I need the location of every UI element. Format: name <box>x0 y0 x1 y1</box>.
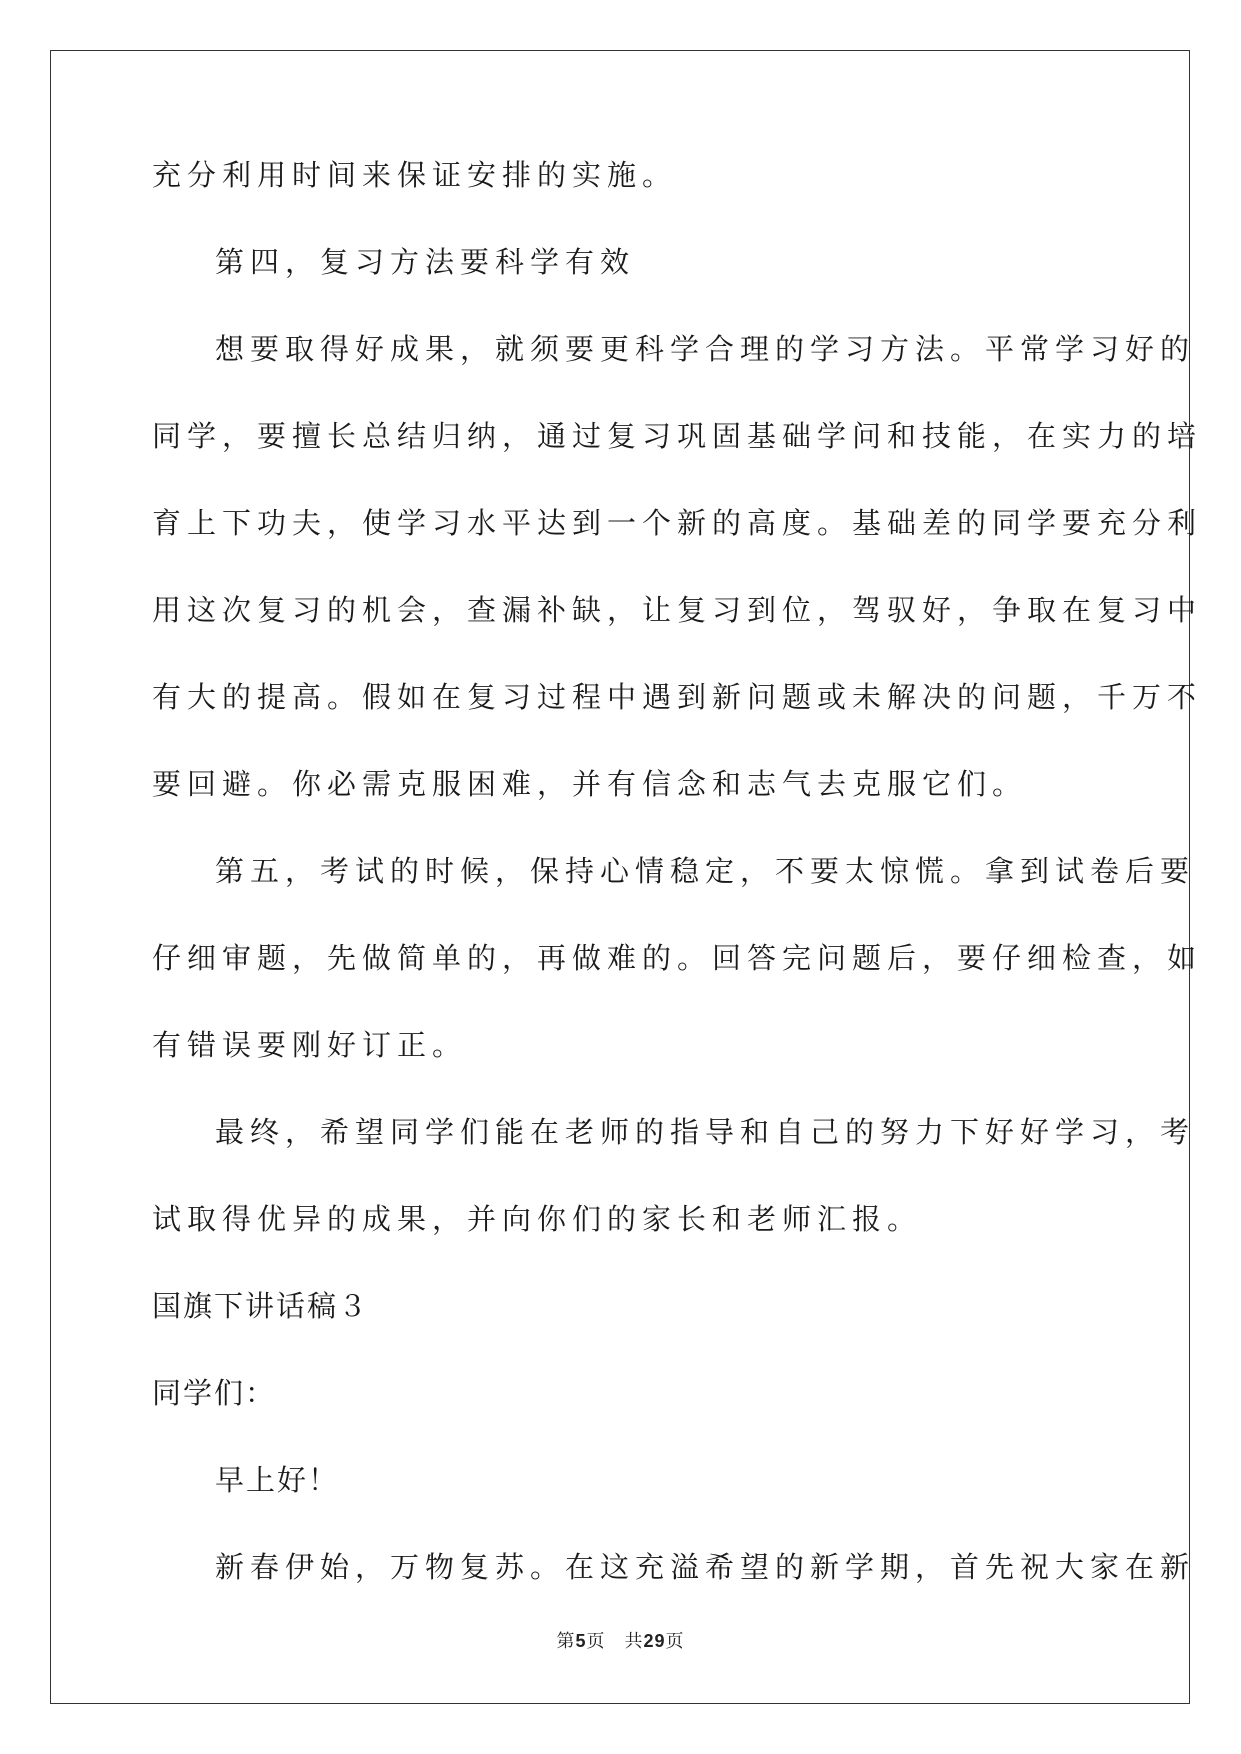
paragraph-line: 要回避。你必需克服困难，并有信念和志气去克服它们。 <box>152 767 1028 801</box>
paragraph-line: 同学，要擅长总结归纳，通过复习巩固基础学问和技能，在实力的培 <box>152 419 1203 453</box>
section-heading: 第四，复习方法要科学有效 <box>215 245 636 279</box>
document-body <box>152 155 1203 1634</box>
paragraph-line: 想要取得好成果，就须要更科学合理的学习方法。平常学习好的 <box>215 332 1196 366</box>
page-mid: 页 共 <box>586 1631 644 1651</box>
greeting: 早上好！ <box>215 1463 340 1497</box>
total-page-number: 29 <box>643 1631 666 1651</box>
page-prefix: 第 <box>556 1631 576 1651</box>
paragraph-line: 最终，希望同学们能在老师的指导和自己的努力下好好学习，考 <box>215 1115 1196 1149</box>
current-page-number: 5 <box>575 1631 587 1651</box>
paragraph-line: 充分利用时间来保证安排的实施。 <box>152 158 678 192</box>
paragraph-line: 有错误要刚好订正。 <box>152 1028 468 1062</box>
speech-title: 国旗下讲话稿３ <box>152 1289 370 1323</box>
page-suffix: 页 <box>665 1631 685 1651</box>
salutation: 同学们： <box>152 1376 277 1410</box>
page-number-footer <box>0 1627 1241 1653</box>
paragraph-line: 育上下功夫，使学习水平达到一个新的高度。基础差的同学要充分利 <box>152 506 1203 540</box>
paragraph-line: 第五，考试的时候，保持心情稳定，不要太惊慌。拿到试卷后要 <box>215 854 1196 888</box>
paragraph-line: 仔细审题，先做简单的，再做难的。回答完问题后，要仔细检查，如 <box>152 941 1203 975</box>
paragraph-line: 试取得优异的成果，并向你们的家长和老师汇报。 <box>152 1202 923 1236</box>
paragraph-line: 有大的提高。假如在复习过程中遇到新问题或未解决的问题，千万不 <box>152 680 1203 714</box>
paragraph-line: 新春伊始，万物复苏。在这充溢希望的新学期，首先祝大家在新 <box>215 1550 1196 1584</box>
paragraph-line: 用这次复习的机会，查漏补缺，让复习到位，驾驭好，争取在复习中 <box>152 593 1203 627</box>
